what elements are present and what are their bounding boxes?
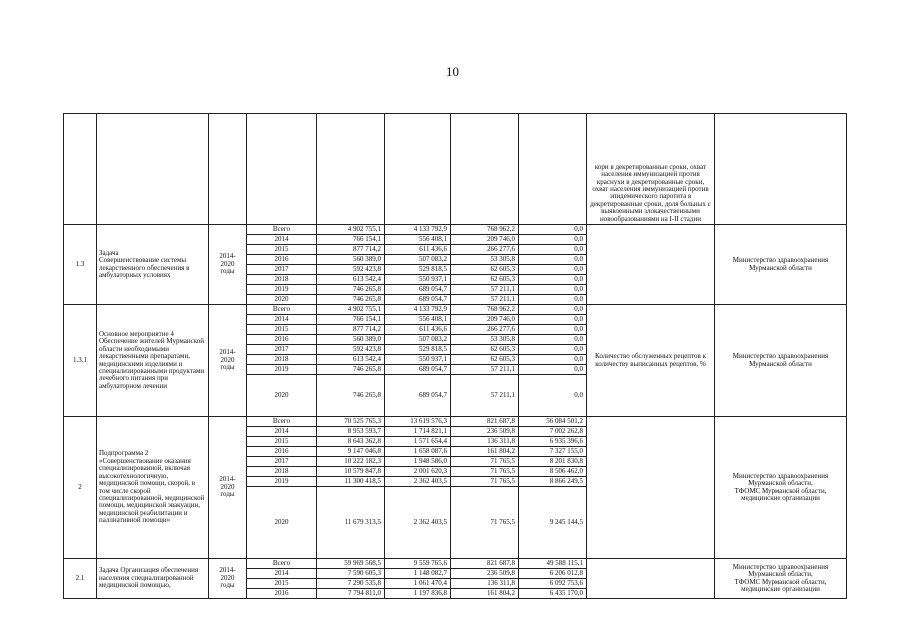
federal-cell: 821 687,8: [451, 417, 519, 427]
budget-cell: 550 937,1: [385, 275, 451, 285]
federal-cell: 161 804,2: [451, 447, 519, 457]
year-cell: 2019: [247, 477, 317, 487]
year-cell: 2016: [247, 447, 317, 457]
year-cell: 2014: [247, 427, 317, 437]
year-cell: Всего: [247, 559, 317, 569]
offbudget-cell: 0,0: [519, 335, 587, 345]
budget-cell: 689 054,7: [385, 285, 451, 295]
total-cell: 70 525 765,3: [317, 417, 385, 427]
executor-cell: Министерство здравоохранения Мурманской области: [715, 225, 847, 305]
budget-cell: 507 083,2: [385, 255, 451, 265]
year-cell: 2015: [247, 579, 317, 589]
period-cell: 2014- 2020 годы: [209, 305, 247, 417]
year-cell: 2015: [247, 245, 317, 255]
empty-cell: [64, 114, 97, 225]
total-cell: 746 265,8: [317, 375, 385, 417]
section-number: 2.1: [64, 559, 97, 599]
year-cell: 2016: [247, 335, 317, 345]
offbudget-cell: 49 588 115,1: [519, 559, 587, 569]
budget-cell: 611 436,6: [385, 245, 451, 255]
total-cell: 8 953 593,7: [317, 427, 385, 437]
total-cell: 4 902 755,1: [317, 225, 385, 235]
total-cell: 746 265,8: [317, 365, 385, 375]
year-cell: Всего: [247, 417, 317, 427]
federal-cell: 62 605,3: [451, 355, 519, 365]
section-name: Подпрограмма 2 «Совершенствование оказания специализированной, включая высокотехнологичную, медицинской помощи, скорой, в том числе скорой специализированной, медицинской помощи, медицинской эвакуации, медицинской реабилитации и паллиативной помощи»: [97, 417, 209, 559]
year-cell: 2016: [247, 255, 317, 265]
period-cell: 2014- 2020 годы: [209, 559, 247, 599]
section-number: 2: [64, 417, 97, 559]
year-cell: 2017: [247, 345, 317, 355]
budget-cell: 1 658 087,6: [385, 447, 451, 457]
offbudget-cell: 0,0: [519, 275, 587, 285]
federal-cell: 57 211,1: [451, 285, 519, 295]
year-cell: Всего: [247, 225, 317, 235]
offbudget-cell: 7 327 155,0: [519, 447, 587, 457]
federal-cell: 53 305,8: [451, 255, 519, 265]
year-cell: 2017: [247, 457, 317, 467]
offbudget-cell: 6 435 170,0: [519, 589, 587, 599]
budget-cell: 550 937,1: [385, 355, 451, 365]
federal-cell: 136 311,8: [451, 437, 519, 447]
federal-cell: 57 211,1: [451, 295, 519, 305]
federal-cell: 136 311,8: [451, 579, 519, 589]
federal-cell: 821 687,8: [451, 559, 519, 569]
budget-cell: 689 054,7: [385, 365, 451, 375]
federal-cell: 768 962,2: [451, 305, 519, 315]
offbudget-cell: 0,0: [519, 345, 587, 355]
offbudget-cell: 6 206 012,8: [519, 569, 587, 579]
federal-cell: 62 605,3: [451, 265, 519, 275]
budget-cell: 1 197 836,8: [385, 589, 451, 599]
total-cell: 746 265,8: [317, 285, 385, 295]
offbudget-cell: 0,0: [519, 235, 587, 245]
year-cell: 2016: [247, 589, 317, 599]
year-cell: 2014: [247, 235, 317, 245]
budget-cell: 556 408,1: [385, 315, 451, 325]
total-cell: 10 579 847,8: [317, 467, 385, 477]
empty-cell: [715, 114, 847, 225]
offbudget-cell: 8 506 462,0: [519, 467, 587, 477]
empty-cell: [97, 114, 209, 225]
empty-cell: [451, 114, 519, 225]
offbudget-cell: 8 866 249,5: [519, 477, 587, 487]
year-cell: 2020: [247, 295, 317, 305]
total-cell: 59 969 568,5: [317, 559, 385, 569]
total-cell: 613 542,4: [317, 275, 385, 285]
section-number: 1.3.1: [64, 305, 97, 417]
year-cell: 2018: [247, 355, 317, 365]
total-cell: 877 714,2: [317, 325, 385, 335]
federal-cell: 53 305,8: [451, 335, 519, 345]
year-cell: Всего: [247, 305, 317, 315]
page-number: 10: [446, 64, 459, 79]
budget-table: [63, 113, 847, 599]
federal-cell: 768 962,2: [451, 225, 519, 235]
budget-cell: 2 001 620,3: [385, 467, 451, 477]
federal-cell: 71 765,5: [451, 487, 519, 559]
federal-cell: 71 765,5: [451, 467, 519, 477]
offbudget-cell: 8 201 830,8: [519, 457, 587, 467]
total-cell: 766 154,1: [317, 315, 385, 325]
indicator-cell: [587, 225, 715, 305]
budget-cell: 1 948 586,0: [385, 457, 451, 467]
offbudget-cell: 0,0: [519, 245, 587, 255]
offbudget-cell: 0,0: [519, 365, 587, 375]
federal-cell: 266 277,6: [451, 325, 519, 335]
total-cell: 592 423,8: [317, 345, 385, 355]
total-cell: 746 265,8: [317, 295, 385, 305]
federal-cell: 236 509,8: [451, 427, 519, 437]
executor-cell: Министерство здравоохранения Мурманской области, ТФОМС Мурманской области, медицинские организации: [715, 559, 847, 599]
budget-cell: 529 818,5: [385, 265, 451, 275]
indicator-cell: [587, 559, 715, 599]
budget-cell: 2 362 403,5: [385, 487, 451, 559]
federal-cell: 62 605,3: [451, 275, 519, 285]
offbudget-cell: 56 084 501,2: [519, 417, 587, 427]
offbudget-cell: 0,0: [519, 325, 587, 335]
budget-cell: 507 083,2: [385, 335, 451, 345]
budget-cell: 611 436,6: [385, 325, 451, 335]
continuation-row: [64, 114, 847, 225]
total-cell: 7 290 535,8: [317, 579, 385, 589]
year-cell: 2019: [247, 365, 317, 375]
offbudget-cell: 6 935 396,6: [519, 437, 587, 447]
federal-cell: 209 746,0: [451, 315, 519, 325]
year-cell: 2019: [247, 285, 317, 295]
federal-cell: 236 509,8: [451, 569, 519, 579]
year-cell: 2020: [247, 487, 317, 559]
section-name: Задача Организация обеспечения населения специализированной медицинской помощью,: [97, 559, 209, 599]
offbudget-cell: 9 245 144,5: [519, 487, 587, 559]
table-row: [64, 305, 847, 315]
total-cell: 8 643 362,8: [317, 437, 385, 447]
empty-cell: [247, 114, 317, 225]
total-cell: 11 679 313,5: [317, 487, 385, 559]
executor-cell: Министерство здравоохранения Мурманской области, ТФОМС Мурманской области, медицинские организации: [715, 417, 847, 559]
budget-cell: 1 571 654,4: [385, 437, 451, 447]
offbudget-cell: 0,0: [519, 265, 587, 275]
table-row: [64, 559, 847, 569]
year-cell: 2017: [247, 265, 317, 275]
total-cell: 613 542,4: [317, 355, 385, 365]
empty-cell: [317, 114, 385, 225]
empty-cell: [519, 114, 587, 225]
budget-cell: 529 818,5: [385, 345, 451, 355]
year-cell: 2015: [247, 437, 317, 447]
offbudget-cell: 0,0: [519, 255, 587, 265]
budget-cell: 4 133 792,9: [385, 305, 451, 315]
year-cell: 2018: [247, 467, 317, 477]
federal-cell: 57 211,1: [451, 375, 519, 417]
period-cell: 2014- 2020 годы: [209, 417, 247, 559]
federal-cell: 161 804,2: [451, 589, 519, 599]
federal-cell: 62 605,3: [451, 345, 519, 355]
section-number: 1.3: [64, 225, 97, 305]
indicator-cell: кори в декретированные сроки, охват населения иммунизацией против краснухи в декретированные сроки, охват населения иммунизацией против эпидемического паротита в декретированные сроки, доля больных с выявленными злокачественными новообразованиями на I-II стадии: [587, 114, 715, 225]
offbudget-cell: 6 092 753,6: [519, 579, 587, 589]
total-cell: 11 300 418,5: [317, 477, 385, 487]
empty-cell: [209, 114, 247, 225]
offbudget-cell: 0,0: [519, 225, 587, 235]
offbudget-cell: 0,0: [519, 305, 587, 315]
period-cell: 2014- 2020 годы: [209, 225, 247, 305]
total-cell: 560 389,0: [317, 255, 385, 265]
federal-cell: 266 277,6: [451, 245, 519, 255]
total-cell: 4 902 755,1: [317, 305, 385, 315]
budget-cell: 2 362 403,5: [385, 477, 451, 487]
budget-cell: 13 619 576,3: [385, 417, 451, 427]
budget-cell: 556 408,1: [385, 235, 451, 245]
budget-cell: 1 148 082,7: [385, 569, 451, 579]
federal-cell: 209 746,0: [451, 235, 519, 245]
year-cell: 2020: [247, 375, 317, 417]
offbudget-cell: 0,0: [519, 375, 587, 417]
budget-cell: 1 061 470,4: [385, 579, 451, 589]
offbudget-cell: 0,0: [519, 285, 587, 295]
year-cell: 2018: [247, 275, 317, 285]
year-cell: 2014: [247, 315, 317, 325]
offbudget-cell: 0,0: [519, 355, 587, 365]
year-cell: 2015: [247, 325, 317, 335]
total-cell: 7 590 605,3: [317, 569, 385, 579]
indicator-cell: [587, 417, 715, 559]
total-cell: 877 714,2: [317, 245, 385, 255]
table-row: [64, 225, 847, 235]
federal-cell: 71 765,5: [451, 477, 519, 487]
offbudget-cell: 0,0: [519, 315, 587, 325]
total-cell: 766 154,1: [317, 235, 385, 245]
budget-cell: 9 559 765,6: [385, 559, 451, 569]
total-cell: 7 794 811,0: [317, 589, 385, 599]
federal-cell: 57 211,1: [451, 365, 519, 375]
offbudget-cell: 7 002 262,8: [519, 427, 587, 437]
empty-cell: [385, 114, 451, 225]
executor-cell: Министерство здравоохранения Мурманской области: [715, 305, 847, 417]
table-row: [64, 417, 847, 427]
budget-cell: 1 714 821,1: [385, 427, 451, 437]
budget-cell: 689 054,7: [385, 295, 451, 305]
budget-cell: 4 133 792,9: [385, 225, 451, 235]
federal-cell: 71 765,5: [451, 457, 519, 467]
budget-cell: 689 054,7: [385, 375, 451, 417]
section-name: Основное мероприятие 4 Обеспечение жителей Мурманской области необходимыми лекарственными препаратами, медицинскими изделиями и специализированными продуктами лечебного питания при амбулаторном лечении: [97, 305, 209, 417]
total-cell: 560 389,0: [317, 335, 385, 345]
year-cell: 2014: [247, 569, 317, 579]
section-name: Задача Совершенствование системы лекарственного обеспечения в амбулаторных условиях: [97, 225, 209, 305]
indicator-cell: Количество обслуженных рецептов к количеству выписанных рецептов, %: [587, 305, 715, 417]
total-cell: 10 222 182,3: [317, 457, 385, 467]
total-cell: 9 147 046,8: [317, 447, 385, 457]
total-cell: 592 423,8: [317, 265, 385, 275]
offbudget-cell: 0,0: [519, 295, 587, 305]
